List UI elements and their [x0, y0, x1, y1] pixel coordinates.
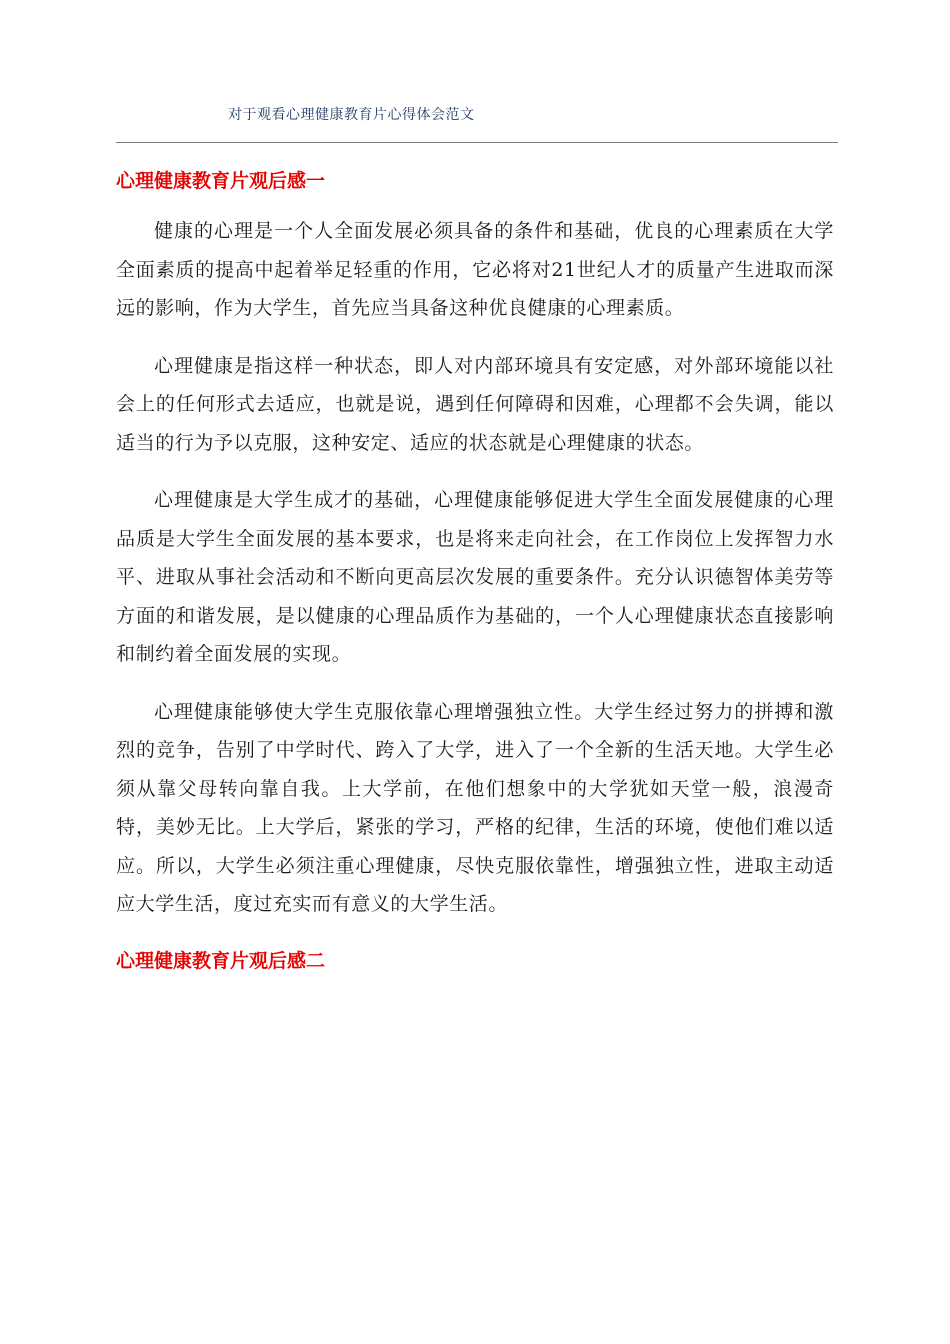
header-divider	[116, 142, 838, 143]
page-header-title: 对于观看心理健康教育片心得体会范文	[228, 107, 475, 123]
paragraph: 心理健康是指这样一种状态，即人对内部环境具有安定感，对外部环境能以社会上的任何形式去适应，也就是说，遇到任何障碍和因难，心理都不会失调，能以适当的行为予以克服，这种安定、适应的状态就是心理健康的状态。	[116, 354, 834, 454]
section-title-1: 心理健康教育片观后感一	[116, 170, 326, 192]
paragraph: 心理健康能够使大学生克服依靠心理增强独立性。大学生经过努力的拼搏和激烈的竞争，告别了中学时代、跨入了大学，进入了一个全新的生活天地。大学生必须从靠父母转向靠自我。上大学前，在他们想象中的大学犹如天堂一般，浪漫奇特，美妙无比。上大学后，紧张的学习，严格的纪律，生活的环境，使他们难以适应。所以，大学生必须注重心理健康，尽快克服依靠性，增强独立性，进取主动适应大学生活，度过充实而有意义的大学生活。	[116, 700, 834, 915]
paragraph: 健康的心理是一个人全面发展必须具备的条件和基础，优良的心理素质在大学全面素质的提高中起着举足轻重的作用，它必将对21世纪人才的质量产生进取而深远的影响，作为大学生，首先应当具备这种优良健康的心理素质。	[116, 220, 834, 319]
paragraph: 心理健康是大学生成才的基础，心理健康能够促进大学生全面发展健康的心理品质是大学生全面发展的基本要求，也是将来走向社会，在工作岗位上发挥智力水平、进取从事社会活动和不断向更高层次发展的重要条件。充分认识德智体美劳等方面的和谐发展，是以健康的心理品质作为基础的，一个人心理健康状态直接影响和制约着全面发展的实现。	[116, 489, 834, 665]
section-title-2: 心理健康教育片观后感二	[116, 949, 326, 972]
document-body	[116, 164, 834, 992]
